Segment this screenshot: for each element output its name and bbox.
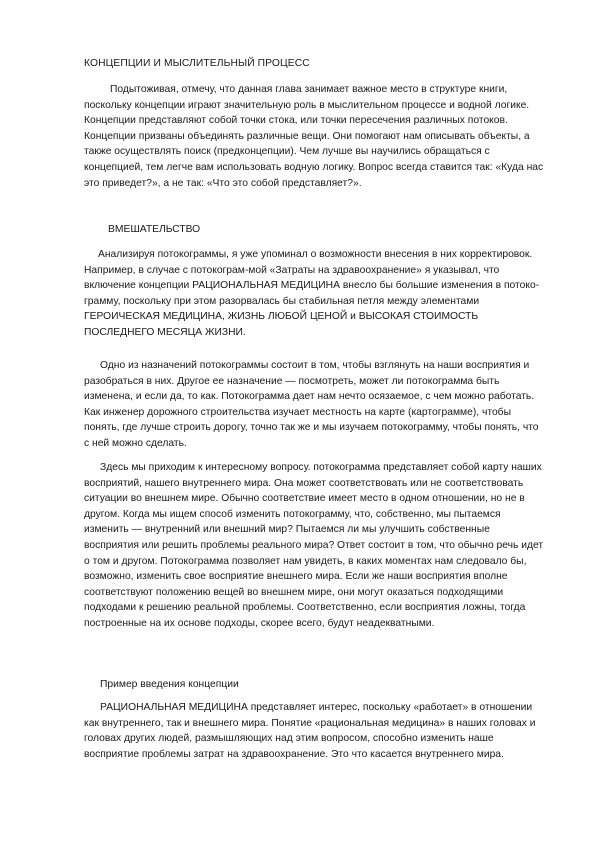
paragraph-flowchart-purpose: Одно из назначений потокограммы состоит в том, чтобы взглянуть на наши восприятия и разобраться в них. Другое ее назначение — посмотреть, может ли потокограмма быть изменена, и если да, то как. Потокограмма дает нам нечто осязаемое, с чем можно работать. Как инженер дорожного строительства изучает местность на карте (картограмме), чтобы понять, где лучше строить дорогу, точно так же и мы изучаем потокограмму, чтобы понять, что с ней можно сделать.	[84, 360, 539, 449]
paragraph-intervention: Анализируя потокограммы, я уже упоминал о возможности внесения в них корректировок. Например, в случае с потокограм-мой «Затраты на здравоохранение» я указывал, что включение концепции РАЦИОНАЛЬНАЯ МЕДИЦИНА внесло бы большие изменения в потоко-грамму, поскольку при этом разорвалась бы стабильная петля между элементами ГЕРОИЧЕСКАЯ МЕДИЦИНА, ЖИЗНЬ ЛЮБОЙ ЦЕНОЙ и ВЫСОКАЯ СТОИМОСТЬ ПОСЛЕДНЕГО МЕСЯЦА ЖИЗНИ.	[84, 249, 540, 338]
section-heading-intervention: ВМЕШАТЕЛЬСТВО	[108, 224, 201, 235]
document-title: КОНЦЕПЦИИ И МЫСЛИТЕЛЬНЫЙ ПРОЦЕСС	[84, 58, 310, 69]
paragraph-summary: Подытоживая, отмечу, что данная глава занимает важное место в структуре книги, поскольку концепции играют значительную роль в мыслительном процессе и водной логике. Концепции представляют собой точки стока, или точки пересечения различных потоков. Концепции призваны объединять различные вещи. Они помогают нам описывать объекты, а также осуществлять поиск (предконцепции). Чем лучше вы научились обращаться с концепцией, тем легче вам использовать водную логику. Вопрос всегда ставится так: «Куда нас это приведет?», а не так: «Что это собой представляет?».	[84, 84, 544, 189]
paragraph-perceptions: Здесь мы приходим к интересному вопросу. потокограмма представляет собой карту наших восприятий, нашего внутреннего мира. Она может соответствовать или не соответствовать ситуации во внешнем мире. Обычно соответствие имеет место в одном отношении, но не в другом. Когда мы ищем способ изменить потокограмму, что, собственно, мы пытаемся изменить — внутренний или внешний мир? Пытаемся ли мы улучшить собственные восприятия или решить проблемы реального мира? Ответ состоит в том, что обычно речь идет о том и другом. Потокограмма позволяет нам увидеть, в каких моментах нам следовало бы, возможно, изменить свое восприятие внешнего мира. Если же наши восприятия вполне соответствуют положению вещей во внешнем мире, они могут оказаться подходящими подходами к решению реальной проблемы. Соответственно, если восприятия ложны, тогда построенные на их основе подходы, скорее всего, будут неадекватными.	[84, 462, 544, 629]
section-heading-example: Пример введения концепции	[100, 679, 239, 690]
paragraph-rational-medicine: РАЦИОНАЛЬНАЯ МЕДИЦИНА представляет интерес, поскольку «работает» в отношении как внутреннего, так и внешнего мира. Понятие «рациональная медицина» в наших головах и головах других людей, размышляющих над этим вопросом, способно изменить наше восприятие проблемы затрат на здравоохранение. Это что касается внутреннего мира.	[84, 702, 536, 760]
